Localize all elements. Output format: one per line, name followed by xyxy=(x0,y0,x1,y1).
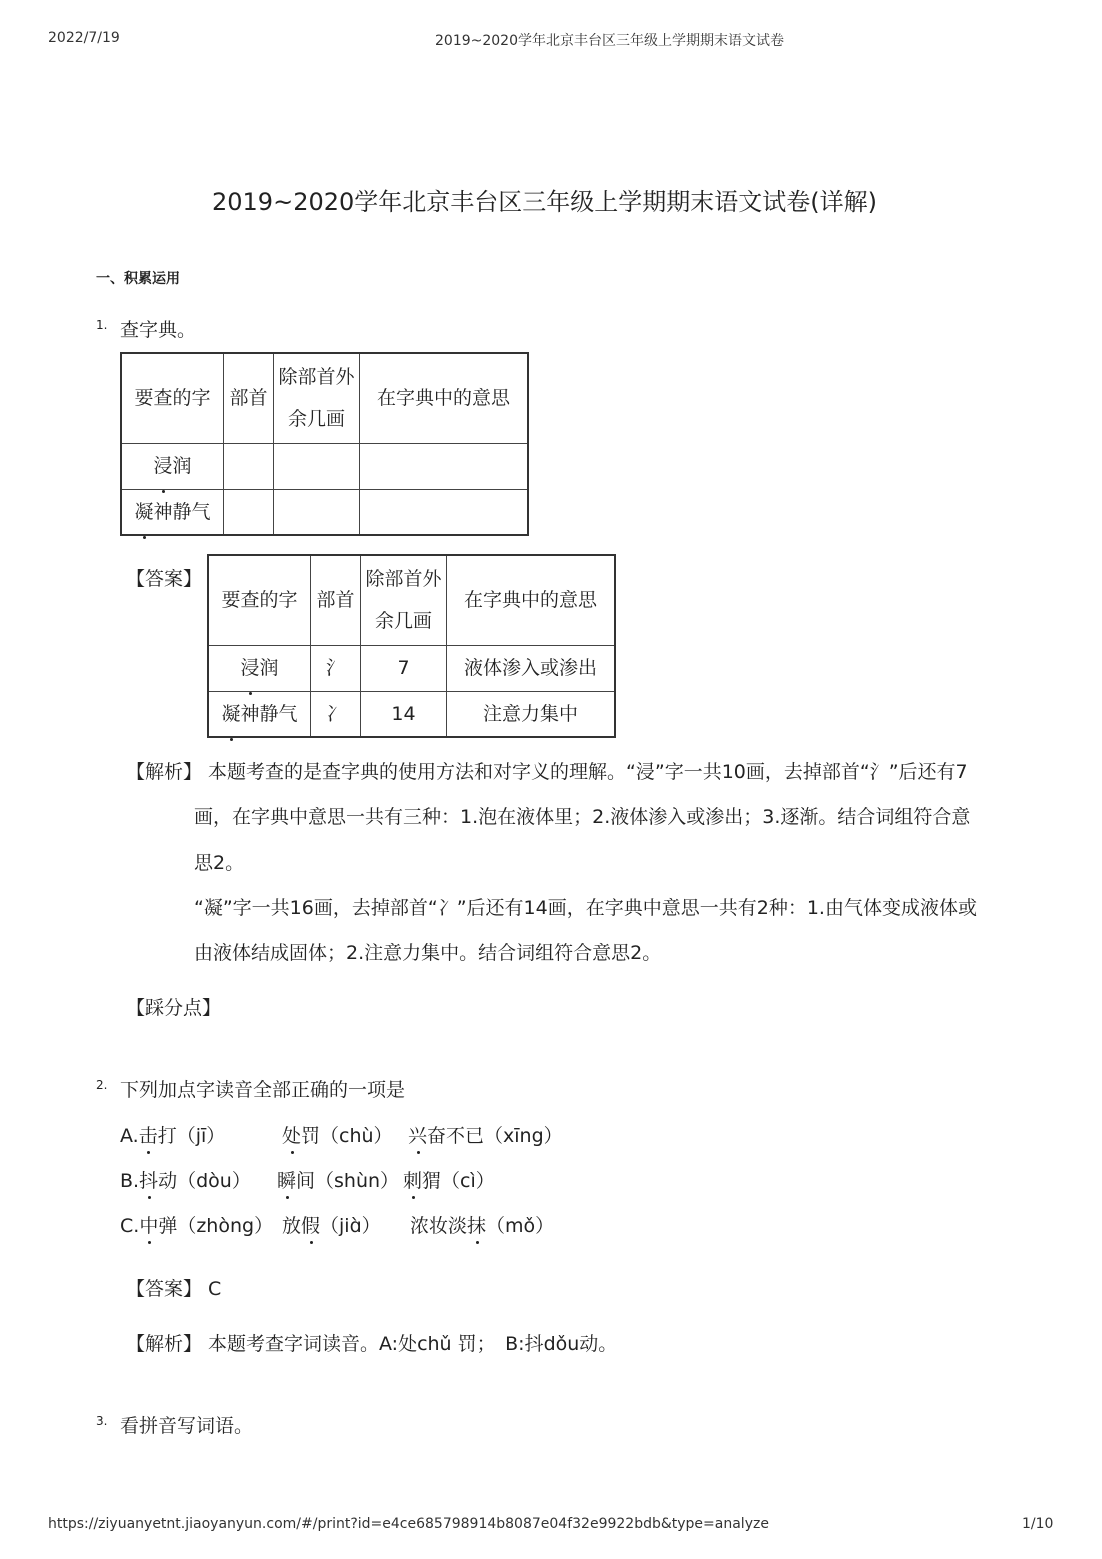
option-c xyxy=(120,1214,273,1238)
page-number: 1/10 xyxy=(1022,1516,1054,1532)
print-header-title: 2019~2020学年北京丰台区三年级上学期期末语文试卷 xyxy=(435,33,784,49)
answer-table xyxy=(207,554,616,738)
answer-label-1: 【答案】 xyxy=(126,568,203,590)
dotted-char: 瞬 xyxy=(277,1170,297,1192)
table-row xyxy=(121,489,528,535)
option-prefix: A. xyxy=(120,1125,139,1147)
header-cell-radical: 部首 xyxy=(311,555,361,645)
cell-word xyxy=(208,691,311,737)
dotted-char: 凝 xyxy=(221,693,240,735)
option-c-part2 xyxy=(282,1214,381,1238)
dotted-char: 刺 xyxy=(403,1170,423,1192)
table-row xyxy=(208,645,615,691)
table-header-row xyxy=(208,555,615,645)
dotted-char: 处 xyxy=(282,1125,302,1147)
option-text: 猬（cì） xyxy=(422,1170,495,1192)
option-b-part2 xyxy=(277,1169,399,1193)
cell-radical: 氵 xyxy=(311,645,361,691)
answer-value-2: C xyxy=(208,1278,222,1300)
table-header-row xyxy=(121,353,528,443)
header-cell-radical: 部首 xyxy=(224,353,274,443)
option-text: 浓妆淡 xyxy=(410,1215,468,1237)
option-text: 奋不已（xīng） xyxy=(427,1125,563,1147)
analysis-line: 由液体结成固体；2.注意力集中。结合词组符合意思2。 xyxy=(194,942,662,964)
dotted-char: 击 xyxy=(138,1125,158,1147)
option-text: 打（jī） xyxy=(157,1125,226,1147)
analysis-line: “凝”字一共16画，去掉部首“冫”后还有14画，在字典中意思一共有2种：1.由气体变成液体或 xyxy=(194,897,977,919)
option-b-part3 xyxy=(403,1169,495,1193)
cell-empty xyxy=(360,443,529,489)
question-3-prompt: 看拼音写词语。 xyxy=(120,1415,254,1437)
cell-word xyxy=(121,443,224,489)
question-number-1: 1. xyxy=(96,318,108,332)
option-c-part3 xyxy=(410,1214,554,1238)
dotted-char: 浸 xyxy=(153,445,172,487)
header-cell-meaning: 在字典中的意思 xyxy=(360,353,529,443)
section-heading: 一、积累运用 xyxy=(96,271,180,287)
option-b xyxy=(120,1169,251,1193)
header-strokes-line1: 除部首外 xyxy=(365,568,442,591)
cell-word xyxy=(121,489,224,535)
header-strokes-line2: 余几画 xyxy=(287,408,345,431)
dotted-char: 抹 xyxy=(467,1215,487,1237)
print-date: 2022/7/19 xyxy=(48,30,120,46)
dotted-char: 浸 xyxy=(240,647,259,689)
dotted-char: 假 xyxy=(301,1215,321,1237)
dotted-char: 兴 xyxy=(408,1125,428,1147)
header-strokes-line2: 余几画 xyxy=(374,610,432,633)
cell-strokes: 7 xyxy=(361,645,447,691)
table-row xyxy=(208,691,615,737)
option-a xyxy=(120,1124,225,1148)
option-a-part2 xyxy=(282,1124,393,1148)
analysis-line: 思2。 xyxy=(194,852,245,874)
cell-empty xyxy=(224,489,274,535)
cell-empty xyxy=(274,443,360,489)
dotted-char: 凝 xyxy=(134,491,153,533)
header-cell-char: 要查的字 xyxy=(208,555,311,645)
question-2-prompt: 下列加点字读音全部正确的一项是 xyxy=(120,1079,406,1101)
footer-url[interactable]: https://ziyuanyetnt.jiaoyanyun.com/#/print?id=e4ce685798914b8087e04f32e9922bdb&type=analyze xyxy=(48,1516,769,1532)
dotted-char: 抖 xyxy=(139,1170,159,1192)
cell-meaning: 液体渗入或渗出 xyxy=(447,645,616,691)
analysis-label-2: 【解析】 xyxy=(126,1333,203,1355)
question-1-prompt: 查字典。 xyxy=(120,319,197,341)
header-strokes-line1: 除部首外 xyxy=(278,366,355,389)
question-number-2: 2. xyxy=(96,1078,108,1092)
char-rest: 神静气 xyxy=(153,500,211,523)
scoring-points-label: 【踩分点】 xyxy=(126,997,222,1019)
option-text: 间（shùn） xyxy=(296,1170,400,1192)
cell-radical: 冫 xyxy=(311,691,361,737)
option-a-part3 xyxy=(408,1124,563,1148)
header-cell-strokes xyxy=(274,353,360,443)
analysis-text-2: 本题考查字词读音。A:处chǔ 罚； B:抖dǒu动。 xyxy=(208,1333,618,1355)
page-title: 2019~2020学年北京丰台区三年级上学期期末语文试卷(详解) xyxy=(212,188,877,216)
char-rest: 润 xyxy=(259,657,279,679)
analysis-line: 本题考查的是查字典的使用方法和对字义的理解。“浸”字一共10画，去掉部首“氵”后还有7 xyxy=(208,761,968,783)
analysis-line: 画，在字典中意思一共有三种：1.泡在液体里；2.液体渗入或渗出；3.逐渐。结合词组符合意 xyxy=(194,806,971,828)
char-rest: 润 xyxy=(172,455,192,477)
header-cell-char: 要查的字 xyxy=(121,353,224,443)
option-text: 弹（zhòng） xyxy=(158,1215,274,1237)
char-rest: 神静气 xyxy=(240,702,298,725)
question-number-3: 3. xyxy=(96,1414,108,1428)
cell-meaning: 注意力集中 xyxy=(447,691,616,737)
option-text: 放 xyxy=(282,1215,302,1237)
analysis-label-1: 【解析】 xyxy=(126,761,203,783)
header-cell-meaning: 在字典中的意思 xyxy=(447,555,616,645)
table-row xyxy=(121,443,528,489)
option-text: 动（dòu） xyxy=(158,1170,251,1192)
option-text: （mǒ） xyxy=(486,1215,555,1237)
dictionary-table xyxy=(120,352,529,536)
header-cell-strokes xyxy=(361,555,447,645)
answer-label-2: 【答案】 xyxy=(126,1278,203,1300)
option-prefix: B. xyxy=(120,1170,140,1192)
cell-empty xyxy=(224,443,274,489)
cell-strokes: 14 xyxy=(361,691,447,737)
option-text: 罚（chù） xyxy=(301,1125,393,1147)
cell-empty xyxy=(360,489,529,535)
option-text: （jiɑ̀） xyxy=(320,1215,381,1237)
option-prefix: C. xyxy=(120,1215,140,1237)
cell-empty xyxy=(274,489,360,535)
dotted-char: 中 xyxy=(139,1215,159,1237)
cell-word xyxy=(208,645,311,691)
